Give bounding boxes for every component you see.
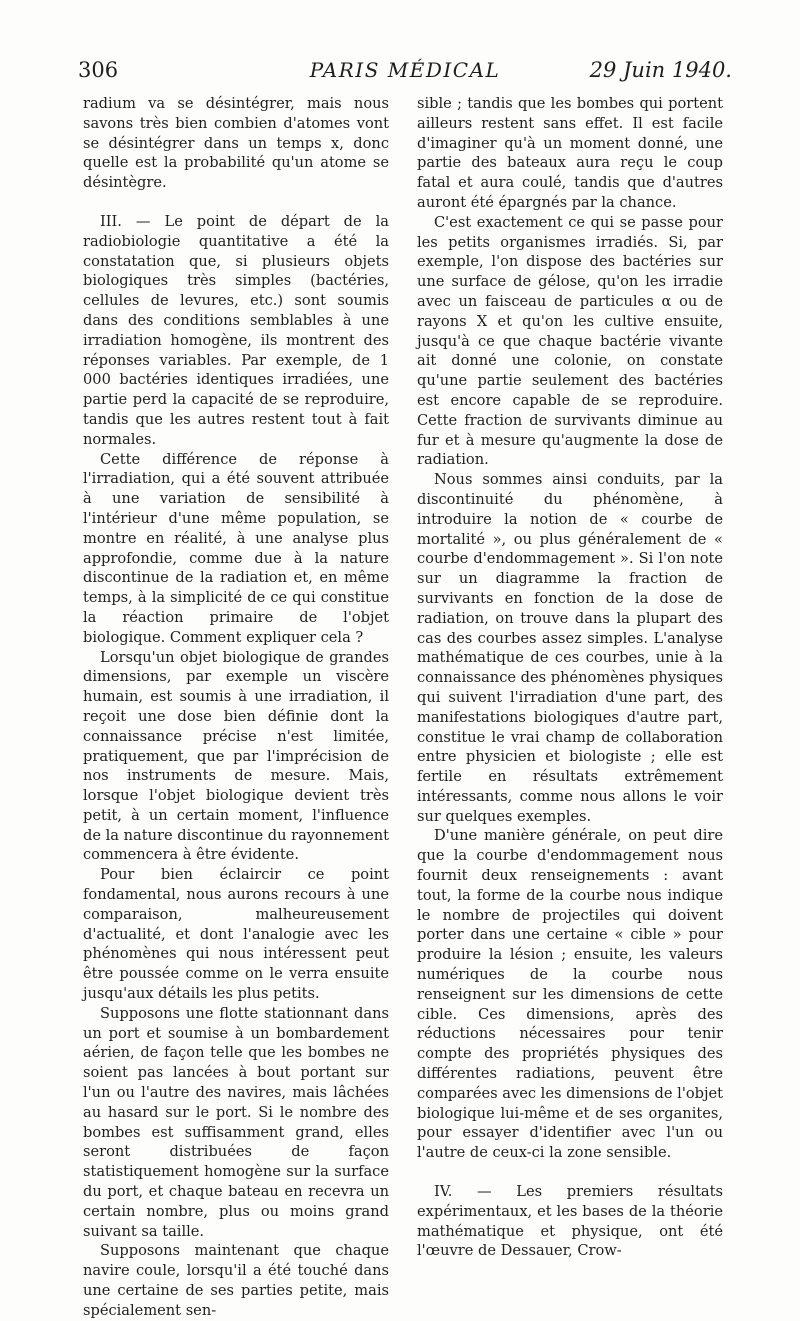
issue-date: 29 Juin 1940. [589,58,732,82]
section-iv-paragraph: IV. — Les premiers résultats expérimentaux, et les bases de la théorie mathématique et physique, ont été l'œuvre de Dessauer, Crow- [417,1183,723,1260]
section-iii-paragraph: III. — Le point de départ de la radiobiologie quantitative a été la constatation que, si plusieurs objets biologiques très simples (bactéries, cellules de levures, etc.) sont soumis dans des conditions semblables à une irradiation homogène, ils montrent des réponses variables. Par exemple, de 1 000 bactéries identiques irradiées, une partie perd la capacité de se reproduire, tandis que les autres restent tout à fait normales. [83,212,389,448]
paragraph: sible ; tandis que les bombes qui portent ailleurs restent sans effet. Il est facile d'imaginer qu'à un moment donné, une partie des bateaux aura reçu le coup fatal et aura coulé, tandis que d'autres auront été épargnés par la chance. [417,95,723,211]
right-column [417,94,723,1261]
page-header [78,58,732,88]
left-column [83,94,389,1321]
paragraph: Nous sommes ainsi conduits, par la discontinuité du phénomène, à introduire la notion de « courbe de mortalité », ou plus généralement de « courbe d'endommagement ». Si l'on note sur un diagramme la fraction de survivants en fonction de la dose de radiation, on trouve dans la plupart des cas des courbes assez simples. L'analyse mathématique de ces courbes, unie à la connaissance des phénomènes physiques qui suivent l'irradiation d'une part, des manifestations biologiques d'autre part, constitue le vrai champ de collaboration entre physicien et biologiste ; elle est fertile en résultats extrêmement intéressants, comme nous allons le voir sur quelques exemples. [417,471,723,825]
paragraph: Supposons maintenant que chaque navire coule, lorsqu'il a été touché dans une certaine de ses parties petite, mais spécialement sen- [83,1242,389,1319]
journal-title: PARIS MÉDICAL [309,58,501,82]
paragraph: Lorsqu'un objet biologique de grandes dimensions, par exemple un viscère humain, est soumis à une irradiation, il reçoit une dose bien définie dont la connaissance précise n'est limitée, pratiquement, que par l'imprécision de nos instruments de mesure. Mais, lorsque l'objet biologique devient très petit, à un certain moment, l'influence de la nature discontinue du rayonnement commencera à être évidente. [83,648,389,864]
paragraph: Supposons une flotte stationnant dans un port et soumise à un bombardement aérien, de façon telle que les bombes ne soient pas lancées à bout portant sur l'un ou l'autre des navires, mais lâchées au hasard sur le port. Si le nombre des bombes est suffisamment grand, elles seront distribuées de façon statistiquement homogène sur la surface du port, et chaque bateau en recevra un certain nombre, plus ou moins grand suivant sa taille. [83,1004,389,1240]
paragraph: C'est exactement ce qui se passe pour les petits organismes irradiés. Si, par exemple, l'on dispose des bactéries sur une surface de gélose, qu'on les irradie avec un faisceau de particules α ou de rayons X et qu'on les cultive ensuite, jusqu'à ce que chaque bactérie vivante ait donné une colonie, on constate qu'une partie seulement des bactéries est encore capable de se reproduire. Cette fraction de survivants diminue au fur et à mesure qu'augmente la dose de radiation. [417,213,723,469]
paragraph: Pour bien éclaircir ce point fondamental, nous aurons recours à une comparaison, malheureusement d'actualité, et dont l'analogie avec les phénomènes qui nous intéressent peut être poussée comme on le verra ensuite jusqu'aux détails les plus petits. [83,866,389,1003]
page-number: 306 [78,58,119,82]
paragraph: radium va se désintégrer, mais nous savons très bien combien d'atomes vont se désintégrer dans un temps x, donc quelle est la probabilité qu'un atome se désintègre. [83,95,389,192]
paragraph: D'une manière générale, on peut dire que la courbe d'endommagement nous fournit deux renseignements : avant tout, la forme de la courbe nous indique le nombre de projectiles qui doivent porter dans une certaine « cible » pour produire la lésion ; ensuite, les valeurs numériques de la courbe nous renseignent sur les dimensions de cette cible. Ces dimensions, après des réductions nécessaires pour tenir compte des propriétés physiques des différentes radiations, peuvent être comparées avec les dimensions de l'objet biologique lui-même et de ses organites, pour essayer d'identifier avec l'un ou l'autre de ceux-ci la zone sensible. [417,827,723,1162]
paragraph: Cette différence de réponse à l'irradiation, qui a été souvent attribuée à une variation de sensibilité à l'intérieur d'une même population, se montre en réalité, à une analyse plus approfondie, comme due à la nature discontinue de la radiation et, en même temps, à la simplicité de ce qui constitue la réaction primaire de l'objet biologique. Comment expliquer cela ? [83,450,389,646]
